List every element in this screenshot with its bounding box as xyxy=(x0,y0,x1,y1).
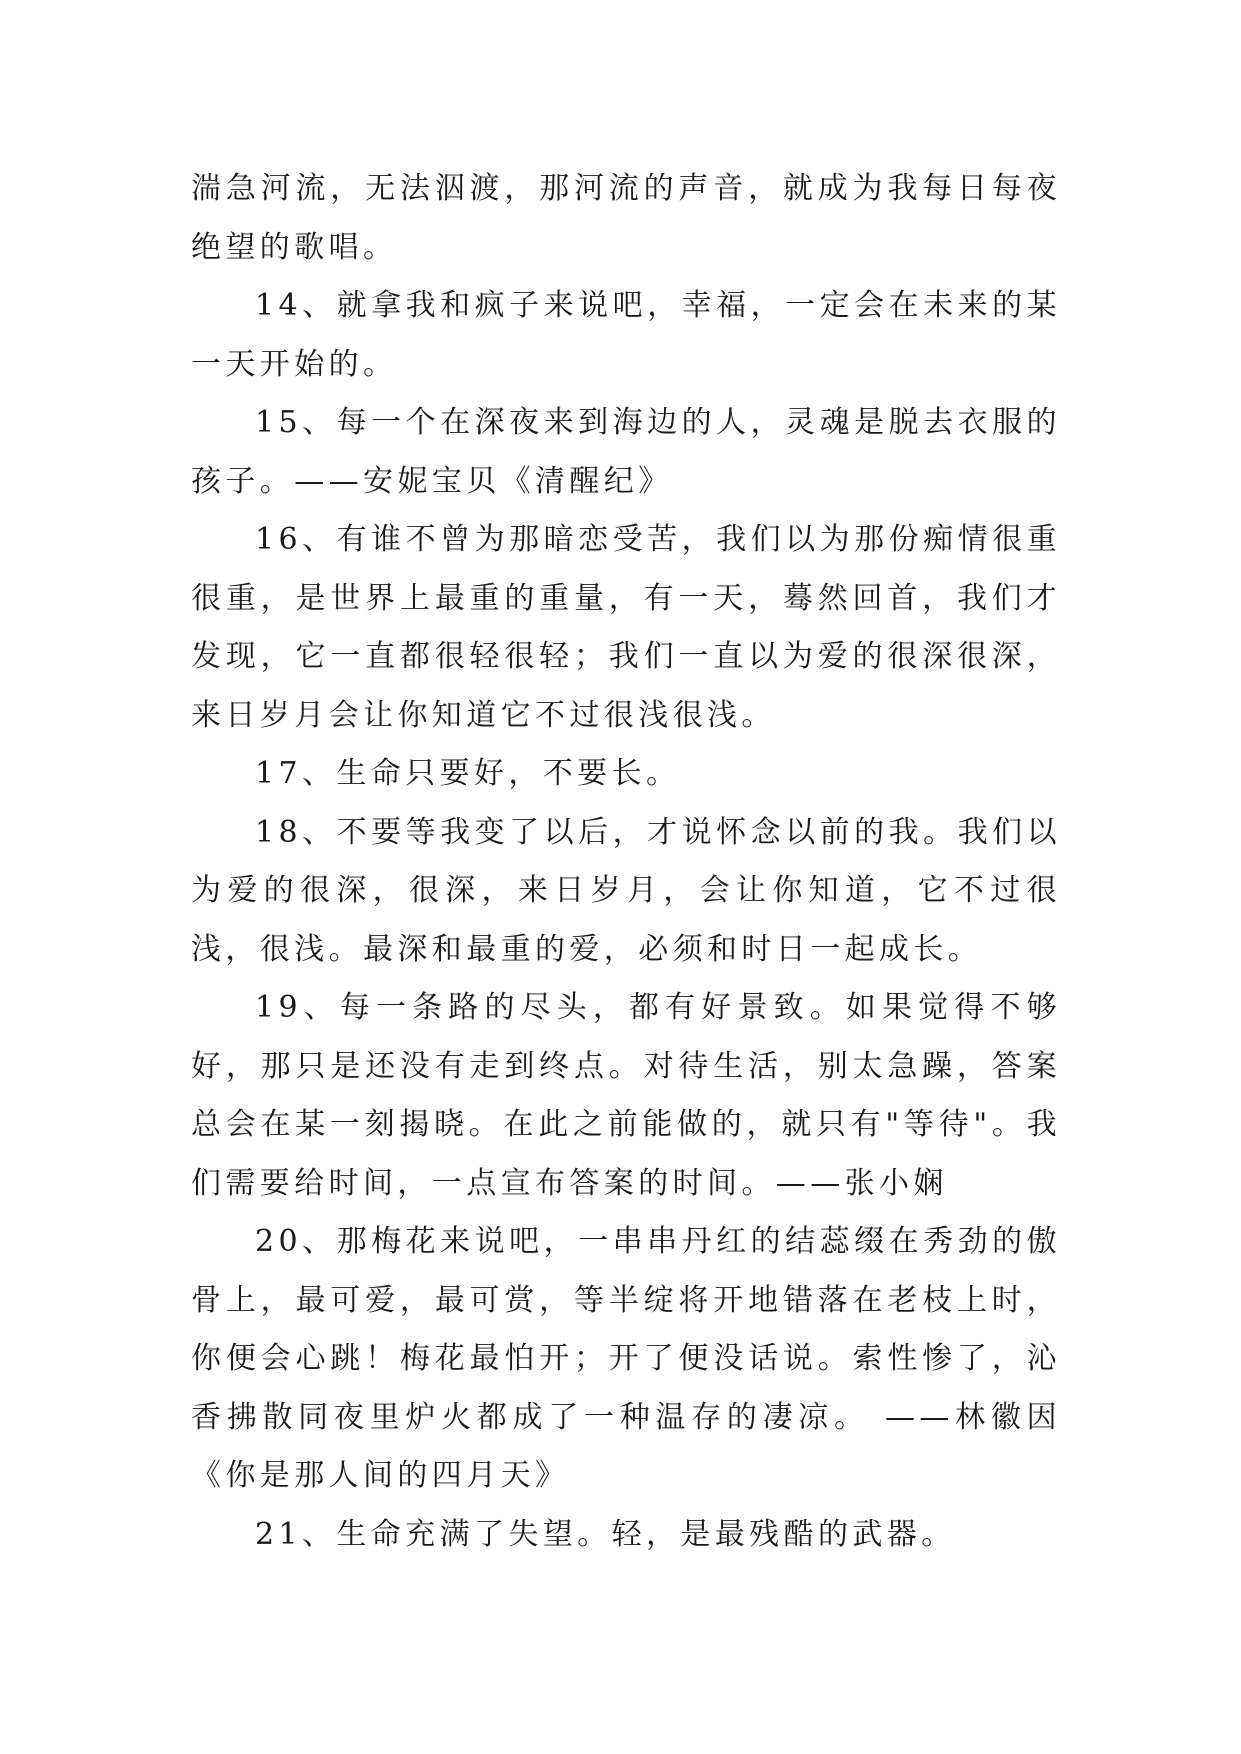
paragraph: 19、每一条路的尽头，都有好景致。如果觉得不够好，那只是还没有走到终点。对待生活，别太急躁，答案总会在某一刻揭晓。在此之前能做的，就只有"等待"。我们需要给时间，一点宣布答案的时间。——张小娴 xyxy=(191,990,1061,1201)
body-text xyxy=(191,160,1061,1564)
paragraph: 16、有谁不曾为那暗恋受苦，我们以为那份痴情很重很重，是世界上最重的重量，有一天，蓦然回首，我们才发现，它一直都很轻很轻；我们一直以为爱的很深很深，来日岁月会让你知道它不过很浅很浅。 xyxy=(191,522,1061,733)
paragraph: 21、生命充满了失望。轻，是最残酷的武器。 xyxy=(255,1516,956,1552)
paragraph: 20、那梅花来说吧，一串串丹红的结蕊缀在秀劲的傲骨上，最可爱，最可赏，等半绽将开地错落在老枝上时，你便会心跳！梅花最怕开；开了便没话说。索性惨了，沁香拂散同夜里炉火都成了一种温存的凄凉。 ——林徽因《你是那人间的四月天》 xyxy=(191,1224,1061,1493)
paragraph: 17、生命只要好，不要长。 xyxy=(255,756,681,791)
paragraph: 15、每一个在深夜来到海边的人，灵魂是脱去衣服的孩子。——安妮宝贝《清醒纪》 xyxy=(191,405,1061,499)
paragraph: 18、不要等我变了以后，才说怀念以前的我。我们以为爱的很深，很深，来日岁月，会让你知道，它不过很浅，很浅。最深和最重的爱，必须和时日一起成长。 xyxy=(191,814,1061,967)
paragraph: 14、就拿我和疯子来说吧，幸福，一定会在未来的某一天开始的。 xyxy=(191,288,1061,382)
paragraph: 湍急河流，无法泅渡，那河流的声音，就成为我每日每夜绝望的歌唱。 xyxy=(191,171,1061,265)
